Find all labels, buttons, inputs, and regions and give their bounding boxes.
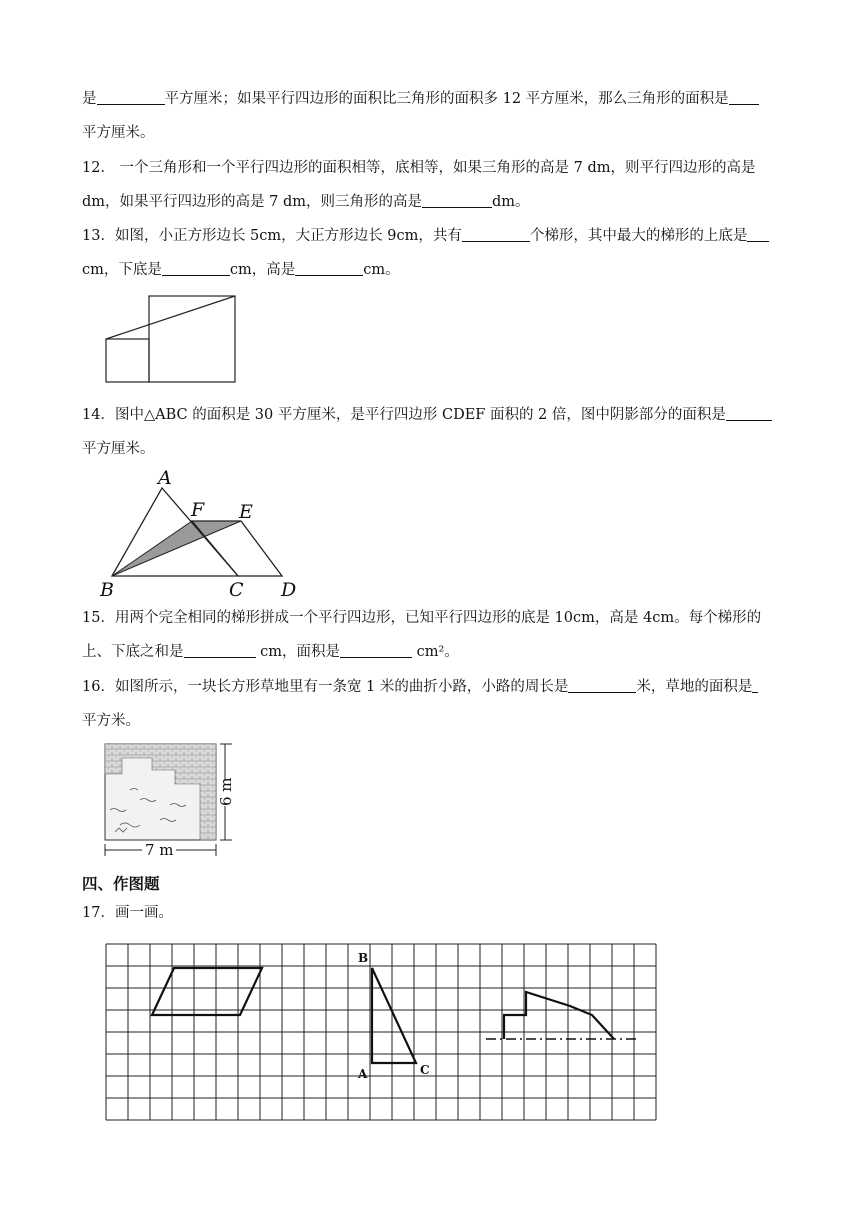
width-label: 7 m (145, 841, 174, 858)
label-b: B (100, 579, 114, 601)
answer-blank[interactable] (295, 260, 363, 276)
q15-line-1: 15．用两个完全相同的梯形拼成一个平行四边形，已知平行四边形的底是 10cm，高是 4cm。每个梯形的 (82, 610, 762, 626)
answer-blank[interactable] (462, 226, 530, 242)
answer-blank[interactable] (97, 89, 165, 105)
answer-blank[interactable] (747, 226, 769, 242)
answer-blank[interactable] (752, 677, 758, 693)
answer-blank[interactable] (184, 642, 256, 658)
answer-blank[interactable] (340, 642, 412, 658)
label-c: C (229, 579, 244, 601)
parallelogram-shape (152, 968, 262, 1015)
q11-line-1: 是 平方厘米；如果平行四边形的面积比三角形的面积多 12 平方厘米，那么三角形的面积是 (82, 89, 810, 109)
small-square (106, 339, 149, 382)
shaded-region (112, 521, 241, 576)
grid-label-a: A (358, 1067, 368, 1081)
q14-line-2: 平方厘米。 (82, 441, 155, 457)
q17-text: 17．画一画。 (82, 905, 173, 921)
label-a: A (158, 467, 172, 489)
label-d: D (281, 579, 297, 601)
answer-blank[interactable] (729, 89, 759, 105)
label-f: F (191, 499, 205, 521)
q17-drawing-grid (100, 936, 664, 1140)
label-e: E (239, 501, 253, 523)
q16-lawn-figure (100, 740, 245, 858)
grid-lines (106, 944, 656, 1120)
answer-blank[interactable] (162, 260, 230, 276)
q16-line-1: 16．如图所示，一块长方形草地里有一条宽 1 米的曲折小路，小路的周长是 米，草地的面积是 (82, 677, 810, 697)
q14-line-1: 14．图中△ABC 的面积是 30 平方厘米，是平行四边形 CDEF 面积的 2 倍，图中阴影部分的面积是 (82, 405, 810, 425)
q12-line-1: 12． 一个三角形和一个平行四边形的面积相等，底相等，如果三角形的高是 7 dm，则平行四边形的高是 (82, 160, 756, 176)
grid-label-b: B (358, 951, 369, 965)
q13-line-2: cm，下底是 cm，高是 cm。 (82, 262, 400, 278)
q11-line-2: 平方厘米。 (82, 125, 155, 141)
section-heading: 四、作图题 (82, 875, 160, 893)
q13-line-1: 13．如图，小正方形边长 5cm，大正方形边长 9cm，共有 个梯形，其中最大的梯形的上底是 (82, 226, 810, 246)
large-square (149, 296, 235, 382)
q12-line-2: dm，如果平行四边形的高是 7 dm，则三角形的高是 dm。 (82, 194, 530, 210)
diagonal-line (106, 296, 235, 339)
grid-label-c: C (420, 1063, 430, 1077)
answer-blank[interactable] (422, 192, 492, 208)
q13-squares-figure (100, 292, 242, 388)
q16-line-2: 平方米。 (82, 713, 140, 729)
answer-blank[interactable] (726, 405, 772, 421)
right-triangle-abc (372, 968, 416, 1063)
q14-triangle-figure (96, 466, 306, 602)
height-label: 6 m (217, 777, 235, 806)
answer-blank[interactable] (568, 677, 636, 693)
q15-line-2: 上、下底之和是 cm，面积是 cm²。 (82, 644, 459, 660)
